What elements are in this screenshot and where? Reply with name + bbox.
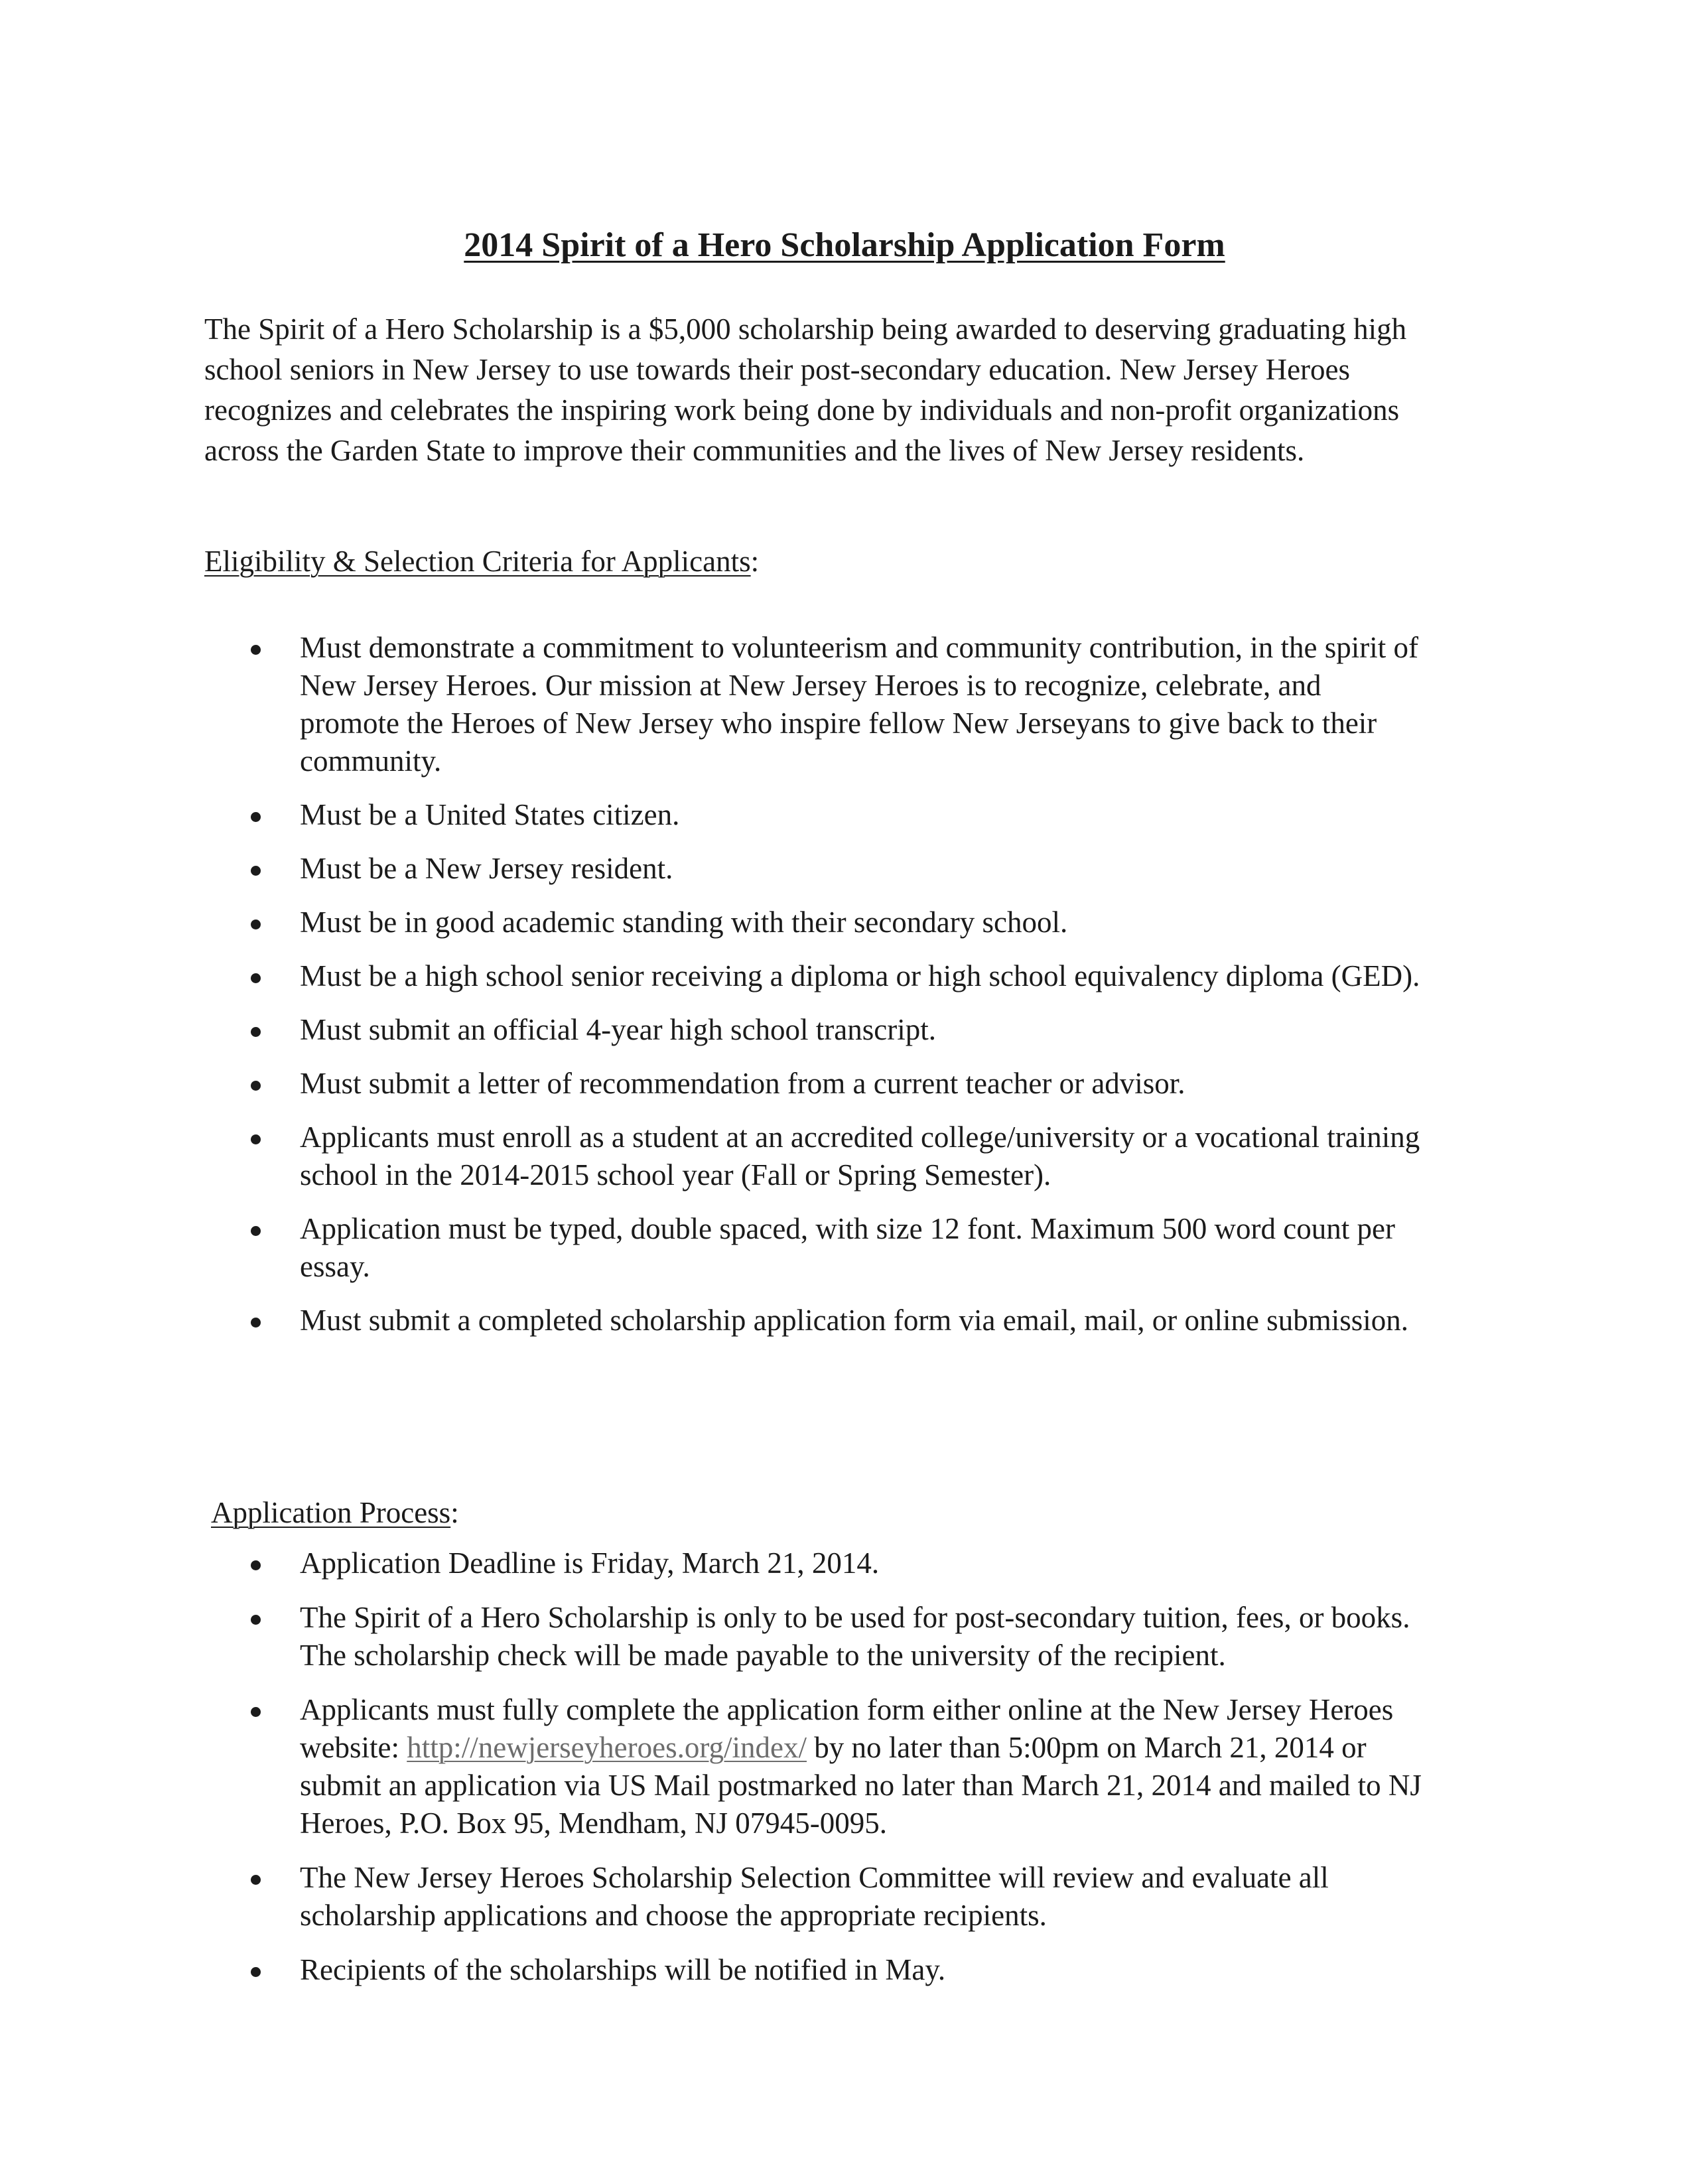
list-item: [0, 1544, 1428, 1582]
list-item-text: Must submit an official 4-year high school transcript.: [300, 1013, 936, 1046]
list-item-text: Must be a United States citizen.: [300, 798, 680, 831]
list-item-text: Must be a New Jersey resident.: [300, 852, 673, 885]
bullet-icon: [251, 645, 261, 655]
list-item: [0, 1210, 1428, 1286]
bullet-icon: [251, 1134, 261, 1144]
list-item: [0, 904, 1428, 941]
bullet-icon: [251, 1560, 261, 1570]
bullet-icon: [251, 1875, 261, 1885]
list-item-text: Application Deadline is Friday, March 21, 2014.: [300, 1546, 880, 1580]
list-item-text-after-link: by no later than 5:00pm on March 21, 2014 or submit an application via US Mail postmarked no later than March 21, 2014 and mailed to NJ Heroes, P.O. Box 95, Mendham, NJ 07945-0095.: [300, 1731, 1422, 1840]
list-item: [0, 796, 1428, 834]
list-item-text: Must submit a completed scholarship application form via email, mail, or online submission.: [300, 1304, 1408, 1337]
list-item-text: The New Jersey Heroes Scholarship Selection Committee will review and evaluate all scholarship applications and choose the appropriate recipients.: [300, 1861, 1329, 1932]
list-item: [0, 1691, 1428, 1842]
list-item-text: Recipients of the scholarships will be notified in May.: [300, 1953, 946, 1986]
list-item: [0, 1951, 1428, 1989]
list-item-text: Must be a high school senior receiving a diploma or high school equivalency diploma (GED).: [300, 959, 1420, 992]
list-item: [0, 1011, 1428, 1049]
bullet-icon: [251, 812, 261, 822]
eligibility-heading-colon: :: [750, 545, 760, 578]
bullet-icon: [251, 973, 261, 983]
list-item-text: Must be in good academic standing with their secondary school.: [300, 906, 1068, 939]
list-item-text: The Spirit of a Hero Scholarship is only to be used for post-secondary tuition, fees, or books. The scholarship check will be made payable to the university of the recipient.: [300, 1601, 1410, 1672]
eligibility-heading: [204, 543, 759, 580]
bullet-icon: [251, 1707, 261, 1717]
list-item-text: Application must be typed, double spaced, with size 12 font. Maximum 500 word count per essay.: [300, 1212, 1395, 1283]
list-item-text-before-link: Applicants must fully complete the application form either online at the New Jersey Heroes website:: [300, 1693, 1394, 1764]
eligibility-list: [0, 629, 1428, 1355]
list-item-text: Applicants must enroll as a student at an accredited college/university or a vocational training school in the 2014-2015 school year (Fall or Spring Semester).: [300, 1121, 1420, 1192]
bullet-icon: [251, 866, 261, 876]
list-item-text: Must submit a letter of recommendation from a current teacher or advisor.: [300, 1067, 1185, 1100]
list-item: [0, 1599, 1428, 1674]
list-item: [0, 850, 1428, 888]
process-list: [0, 1544, 1428, 2006]
intro-paragraph: The Spirit of a Hero Scholarship is a $5,000 scholarship being awarded to deserving graduating high school seniors in New Jersey to use towards their post-secondary education. New Jersey Heroes recognizes and celebrates the inspiring work being done by individuals and non-profit organizations across the Garden State to improve their communities and the lives of New Jersey residents.: [204, 312, 1407, 467]
list-item: [0, 1119, 1428, 1194]
process-heading-colon: :: [450, 1496, 459, 1529]
list-item: [0, 957, 1428, 995]
bullet-icon: [251, 1318, 261, 1328]
process-heading-text: Application Process: [211, 1496, 451, 1529]
process-heading: [211, 1494, 459, 1531]
eligibility-heading-text: Eligibility & Selection Criteria for Applicants: [204, 545, 751, 578]
bullet-icon: [251, 1615, 261, 1625]
bullet-icon: [251, 1967, 261, 1977]
list-item: [0, 1065, 1428, 1103]
bullet-icon: [251, 920, 261, 929]
list-item: [0, 1859, 1428, 1935]
website-link[interactable]: http://newjerseyheroes.org/index/: [407, 1731, 807, 1764]
list-item: [0, 629, 1428, 780]
bullet-icon: [251, 1226, 261, 1236]
document-title: 2014 Spirit of a Hero Scholarship Application Form: [464, 226, 1225, 264]
list-item-text: Must demonstrate a commitment to volunteerism and community contribution, in the spirit of New Jersey Heroes. Our mission at New Jersey Heroes is to recognize, celebrate, and promote the Heroes of New Jersey who inspire fellow New Jerseyans to give back to their community.: [300, 631, 1418, 778]
bullet-icon: [251, 1081, 261, 1091]
list-item: [0, 1302, 1428, 1339]
bullet-icon: [251, 1027, 261, 1037]
